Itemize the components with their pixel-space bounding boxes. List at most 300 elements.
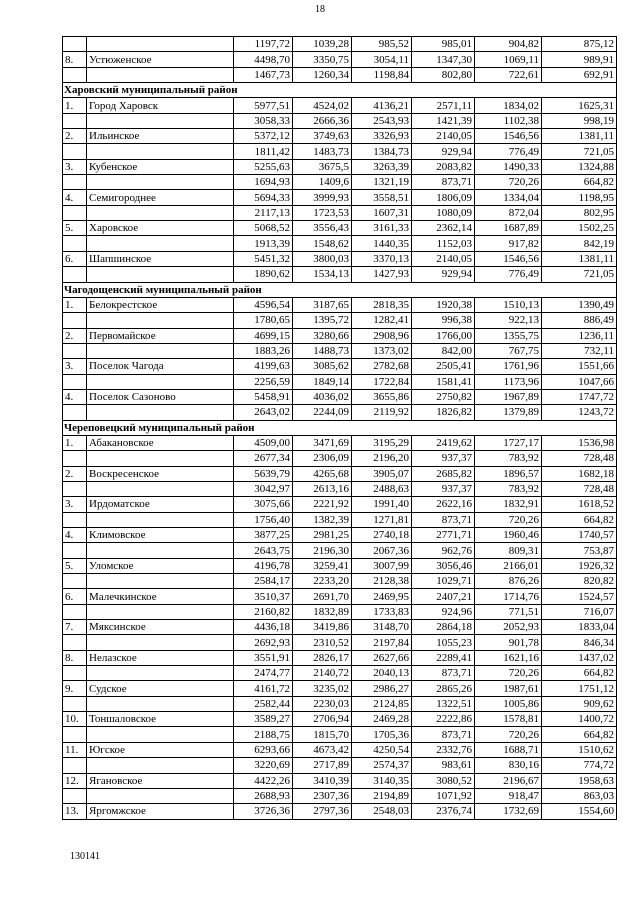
district-header-row (63, 83, 617, 98)
value-cell: 901,78 (475, 635, 542, 650)
row-index: 12. (63, 773, 87, 788)
row-index: 2. (63, 129, 87, 144)
value-cell: 2040,13 (352, 666, 412, 681)
table-row (63, 451, 617, 466)
settlement-name (87, 512, 234, 527)
value-cell: 909,62 (542, 696, 617, 711)
table-row (63, 589, 617, 604)
table-row (63, 558, 617, 573)
value-cell: 1849,14 (293, 374, 352, 389)
value-cell: 1732,69 (475, 804, 542, 819)
table-row (63, 144, 617, 159)
table-row (63, 788, 617, 803)
settlement-name (87, 574, 234, 589)
value-cell: 1554,60 (542, 804, 617, 819)
value-cell: 1236,11 (542, 328, 617, 343)
row-index: 2. (63, 466, 87, 481)
value-cell: 4436,18 (234, 620, 293, 635)
value-cell: 1618,52 (542, 497, 617, 512)
value-cell: 1536,98 (542, 435, 617, 450)
value-cell: 873,71 (412, 175, 475, 190)
value-cell: 2332,76 (412, 742, 475, 757)
value-cell: 1756,40 (234, 512, 293, 527)
district-header-row (63, 420, 617, 435)
district-title: Череповецкий муниципальный район (63, 420, 617, 435)
table-row (63, 435, 617, 450)
value-cell: 924,96 (412, 604, 475, 619)
value-cell: 2140,05 (412, 251, 475, 266)
value-cell: 3220,69 (234, 758, 293, 773)
table-row (63, 727, 617, 742)
value-cell: 2677,34 (234, 451, 293, 466)
value-cell: 886,49 (542, 313, 617, 328)
value-cell: 1607,31 (352, 205, 412, 220)
settlement-name: Ирдоматское (87, 497, 234, 512)
value-cell: 2188,75 (234, 727, 293, 742)
value-cell: 1578,81 (475, 712, 542, 727)
value-cell: 3326,93 (352, 129, 412, 144)
row-index: 4. (63, 389, 87, 404)
value-cell: 3556,43 (293, 221, 352, 236)
value-cell: 1198,84 (352, 67, 412, 82)
value-cell: 771,51 (475, 604, 542, 619)
value-cell: 3042,97 (234, 481, 293, 496)
settlement-name (87, 481, 234, 496)
value-cell: 3410,39 (293, 773, 352, 788)
value-cell: 2488,63 (352, 481, 412, 496)
settlement-name (87, 666, 234, 681)
row-index (63, 758, 87, 773)
value-cell: 1381,11 (542, 129, 617, 144)
value-cell: 5451,32 (234, 251, 293, 266)
row-index (63, 512, 87, 527)
table-row (63, 328, 617, 343)
settlement-name (87, 543, 234, 558)
value-cell: 3510,37 (234, 589, 293, 604)
value-cell: 664,82 (542, 512, 617, 527)
row-index: 5. (63, 558, 87, 573)
value-cell: 776,49 (475, 267, 542, 282)
value-cell: 2548,03 (352, 804, 412, 819)
table-row (63, 190, 617, 205)
settlement-name: Климовское (87, 528, 234, 543)
row-index (63, 788, 87, 803)
page-number: 18 (315, 4, 325, 15)
settlement-name: Шапшинское (87, 251, 234, 266)
value-cell: 721,05 (542, 144, 617, 159)
row-index (63, 175, 87, 190)
settlement-name (87, 113, 234, 128)
row-index (63, 113, 87, 128)
value-cell: 2543,93 (352, 113, 412, 128)
value-cell: 3350,75 (293, 52, 352, 67)
value-cell: 1373,02 (352, 343, 412, 358)
value-cell: 1243,72 (542, 405, 617, 420)
value-cell: 1548,62 (293, 236, 352, 251)
settlement-name: Белокрестское (87, 297, 234, 312)
value-cell: 3195,29 (352, 435, 412, 450)
value-cell: 1832,91 (475, 497, 542, 512)
value-cell: 3726,36 (234, 804, 293, 819)
row-index (63, 696, 87, 711)
value-cell: 1780,65 (234, 313, 293, 328)
value-cell: 2627,66 (352, 650, 412, 665)
settlement-name (87, 175, 234, 190)
row-index: 7. (63, 620, 87, 635)
district-title: Харовский муниципальный район (63, 83, 617, 98)
value-cell: 873,71 (412, 512, 475, 527)
value-cell: 3080,52 (412, 773, 475, 788)
value-cell: 2197,84 (352, 635, 412, 650)
value-cell: 929,94 (412, 267, 475, 282)
value-cell: 4250,54 (352, 742, 412, 757)
value-cell: 2706,94 (293, 712, 352, 727)
value-cell: 1727,17 (475, 435, 542, 450)
value-cell: 720,26 (475, 512, 542, 527)
settlement-name (87, 37, 234, 52)
value-cell: 2067,36 (352, 543, 412, 558)
row-index: 6. (63, 251, 87, 266)
row-index (63, 236, 87, 251)
value-cell: 3370,13 (352, 251, 412, 266)
value-cell: 732,11 (542, 343, 617, 358)
row-index: 1. (63, 297, 87, 312)
value-cell: 716,07 (542, 604, 617, 619)
value-cell: 722,61 (475, 67, 542, 82)
settlement-name: Абакановское (87, 435, 234, 450)
value-cell: 1069,11 (475, 52, 542, 67)
value-cell: 1080,09 (412, 205, 475, 220)
table-row (63, 635, 617, 650)
value-cell: 1766,00 (412, 328, 475, 343)
value-cell: 1621,16 (475, 650, 542, 665)
value-cell: 2194,89 (352, 788, 412, 803)
value-cell: 1047,66 (542, 374, 617, 389)
value-cell: 721,05 (542, 267, 617, 282)
value-cell: 1427,93 (352, 267, 412, 282)
value-cell: 1751,12 (542, 681, 617, 696)
value-cell: 3259,41 (293, 558, 352, 573)
row-index (63, 727, 87, 742)
table-row (63, 52, 617, 67)
value-cell: 4036,02 (293, 389, 352, 404)
value-cell: 1896,57 (475, 466, 542, 481)
value-cell: 2717,89 (293, 758, 352, 773)
value-cell: 2244,09 (293, 405, 352, 420)
value-cell: 985,52 (352, 37, 412, 52)
value-cell: 753,87 (542, 543, 617, 558)
value-cell: 998,19 (542, 113, 617, 128)
value-cell: 2740,18 (352, 528, 412, 543)
value-cell: 3187,65 (293, 297, 352, 312)
row-index (63, 144, 87, 159)
settlement-name (87, 635, 234, 650)
value-cell: 846,34 (542, 635, 617, 650)
value-cell: 1379,89 (475, 405, 542, 420)
table-row (63, 773, 617, 788)
value-cell: 1534,13 (293, 267, 352, 282)
value-cell: 3655,86 (352, 389, 412, 404)
value-cell: 1806,09 (412, 190, 475, 205)
value-cell: 3161,33 (352, 221, 412, 236)
value-cell: 5977,51 (234, 98, 293, 113)
value-cell: 922,13 (475, 313, 542, 328)
table-row (63, 604, 617, 619)
value-cell: 1071,92 (412, 788, 475, 803)
table-row (63, 313, 617, 328)
value-cell: 1960,46 (475, 528, 542, 543)
value-cell: 4161,72 (234, 681, 293, 696)
settlement-name (87, 374, 234, 389)
value-cell: 3558,51 (352, 190, 412, 205)
value-cell: 1055,23 (412, 635, 475, 650)
value-cell: 1347,30 (412, 52, 475, 67)
value-cell: 2083,82 (412, 159, 475, 174)
value-cell: 1694,93 (234, 175, 293, 190)
value-cell: 2310,52 (293, 635, 352, 650)
settlement-name: Кубенское (87, 159, 234, 174)
row-index (63, 481, 87, 496)
district-header-row (63, 282, 617, 297)
value-cell: 1029,71 (412, 574, 475, 589)
row-index: 4. (63, 528, 87, 543)
value-cell: 1682,18 (542, 466, 617, 481)
table-row (63, 696, 617, 711)
value-cell: 872,04 (475, 205, 542, 220)
table-row (63, 620, 617, 635)
value-cell: 2622,16 (412, 497, 475, 512)
value-cell: 1355,75 (475, 328, 542, 343)
value-cell: 1381,11 (542, 251, 617, 266)
settlement-name: Поселок Чагода (87, 359, 234, 374)
table-row (63, 389, 617, 404)
value-cell: 4596,54 (234, 297, 293, 312)
value-cell: 2124,85 (352, 696, 412, 711)
row-index: 3. (63, 497, 87, 512)
value-cell: 1987,61 (475, 681, 542, 696)
value-cell: 1958,63 (542, 773, 617, 788)
settlement-name: Устюженское (87, 52, 234, 67)
table-row (63, 221, 617, 236)
table-row (63, 497, 617, 512)
value-cell: 5068,52 (234, 221, 293, 236)
settlement-name: Мяксинское (87, 620, 234, 635)
value-cell: 2407,21 (412, 589, 475, 604)
value-cell: 728,48 (542, 481, 617, 496)
settlement-name: Тоншаловское (87, 712, 234, 727)
value-cell: 1400,72 (542, 712, 617, 727)
value-cell: 1967,89 (475, 389, 542, 404)
value-cell: 2196,30 (293, 543, 352, 558)
value-cell: 2160,82 (234, 604, 293, 619)
value-cell: 2771,71 (412, 528, 475, 543)
settlement-name: Семигороднее (87, 190, 234, 205)
value-cell: 1625,31 (542, 98, 617, 113)
value-cell: 2474,77 (234, 666, 293, 681)
settlement-name (87, 267, 234, 282)
value-cell: 5372,12 (234, 129, 293, 144)
value-cell: 2289,41 (412, 650, 475, 665)
value-cell: 1510,13 (475, 297, 542, 312)
value-cell: 1152,03 (412, 236, 475, 251)
value-cell: 4199,63 (234, 359, 293, 374)
value-cell: 774,72 (542, 758, 617, 773)
value-cell: 2119,92 (352, 405, 412, 420)
row-index (63, 451, 87, 466)
settlement-name (87, 67, 234, 82)
row-index (63, 267, 87, 282)
value-cell: 1890,62 (234, 267, 293, 282)
value-cell: 5639,79 (234, 466, 293, 481)
value-cell: 2692,93 (234, 635, 293, 650)
value-cell: 989,91 (542, 52, 617, 67)
value-cell: 1815,70 (293, 727, 352, 742)
value-cell: 3235,02 (293, 681, 352, 696)
value-cell: 3471,69 (293, 435, 352, 450)
value-cell: 4699,15 (234, 328, 293, 343)
value-cell: 2222,86 (412, 712, 475, 727)
value-cell: 2505,41 (412, 359, 475, 374)
value-cell: 1173,96 (475, 374, 542, 389)
value-cell: 2128,38 (352, 574, 412, 589)
value-cell: 3280,66 (293, 328, 352, 343)
settlement-name: Харовское (87, 221, 234, 236)
table-row (63, 543, 617, 558)
row-index: 1. (63, 98, 87, 113)
value-cell: 2685,82 (412, 466, 475, 481)
value-cell: 2981,25 (293, 528, 352, 543)
value-cell: 1421,39 (412, 113, 475, 128)
table-row (63, 650, 617, 665)
row-index: 8. (63, 52, 87, 67)
value-cell: 2230,03 (293, 696, 352, 711)
value-cell: 3905,07 (352, 466, 412, 481)
value-cell: 2571,11 (412, 98, 475, 113)
value-cell: 1833,04 (542, 620, 617, 635)
value-cell: 692,91 (542, 67, 617, 82)
value-cell: 3877,25 (234, 528, 293, 543)
settlement-name (87, 144, 234, 159)
value-cell: 1714,76 (475, 589, 542, 604)
value-cell: 1490,33 (475, 159, 542, 174)
value-cell: 983,61 (412, 758, 475, 773)
value-cell: 3058,33 (234, 113, 293, 128)
value-cell: 2052,93 (475, 620, 542, 635)
table-row (63, 574, 617, 589)
value-cell: 2574,37 (352, 758, 412, 773)
value-cell: 4673,42 (293, 742, 352, 757)
value-cell: 1502,25 (542, 221, 617, 236)
value-cell: 2140,72 (293, 666, 352, 681)
value-cell: 1198,95 (542, 190, 617, 205)
row-index (63, 635, 87, 650)
value-cell: 664,82 (542, 175, 617, 190)
settlement-name (87, 696, 234, 711)
table-row (63, 742, 617, 757)
value-cell: 2643,02 (234, 405, 293, 420)
value-cell: 1740,57 (542, 528, 617, 543)
settlement-name: Нелазское (87, 650, 234, 665)
value-cell: 929,94 (412, 144, 475, 159)
table-row (63, 236, 617, 251)
settlement-name: Первомайское (87, 328, 234, 343)
value-cell: 1440,35 (352, 236, 412, 251)
value-cell: 1322,51 (412, 696, 475, 711)
table-row (63, 528, 617, 543)
value-cell: 917,82 (475, 236, 542, 251)
settlement-name: Югское (87, 742, 234, 757)
value-cell: 1723,53 (293, 205, 352, 220)
settlement-name: Город Харовск (87, 98, 234, 113)
value-cell: 1437,02 (542, 650, 617, 665)
value-cell: 2864,18 (412, 620, 475, 635)
row-index: 4. (63, 190, 87, 205)
table-row (63, 175, 617, 190)
settlement-name: Уломское (87, 558, 234, 573)
value-cell: 728,48 (542, 451, 617, 466)
value-cell: 1395,72 (293, 313, 352, 328)
value-cell: 1581,41 (412, 374, 475, 389)
settlement-name (87, 236, 234, 251)
value-cell: 820,82 (542, 574, 617, 589)
value-cell: 842,19 (542, 236, 617, 251)
row-index (63, 37, 87, 52)
value-cell: 2117,13 (234, 205, 293, 220)
row-index: 2. (63, 328, 87, 343)
value-cell: 3054,11 (352, 52, 412, 67)
table-row (63, 666, 617, 681)
settlement-name (87, 788, 234, 803)
table-row (63, 405, 617, 420)
value-cell: 2233,20 (293, 574, 352, 589)
settlement-name: Ягановское (87, 773, 234, 788)
value-cell: 2908,96 (352, 328, 412, 343)
value-cell: 2986,27 (352, 681, 412, 696)
value-cell: 4524,02 (293, 98, 352, 113)
value-cell: 1390,49 (542, 297, 617, 312)
value-cell: 2691,70 (293, 589, 352, 604)
tariff-table (62, 36, 617, 820)
value-cell: 2221,92 (293, 497, 352, 512)
row-index (63, 67, 87, 82)
value-cell: 1409,6 (293, 175, 352, 190)
table-row (63, 113, 617, 128)
table-row (63, 267, 617, 282)
settlement-name: Воскресенское (87, 466, 234, 481)
row-index (63, 574, 87, 589)
value-cell: 2469,28 (352, 712, 412, 727)
value-cell: 4498,70 (234, 52, 293, 67)
value-cell: 5694,33 (234, 190, 293, 205)
value-cell: 3675,5 (293, 159, 352, 174)
value-cell: 783,92 (475, 451, 542, 466)
row-index (63, 604, 87, 619)
value-cell: 3075,66 (234, 497, 293, 512)
value-cell: 985,01 (412, 37, 475, 52)
value-cell: 1826,82 (412, 405, 475, 420)
value-cell: 2140,05 (412, 129, 475, 144)
settlement-name (87, 343, 234, 358)
value-cell: 2826,17 (293, 650, 352, 665)
row-index: 8. (63, 650, 87, 665)
value-cell: 1834,02 (475, 98, 542, 113)
value-cell: 1913,39 (234, 236, 293, 251)
table-row (63, 712, 617, 727)
table-row (63, 205, 617, 220)
table-row (63, 67, 617, 82)
settlement-name: Судское (87, 681, 234, 696)
row-index (63, 374, 87, 389)
